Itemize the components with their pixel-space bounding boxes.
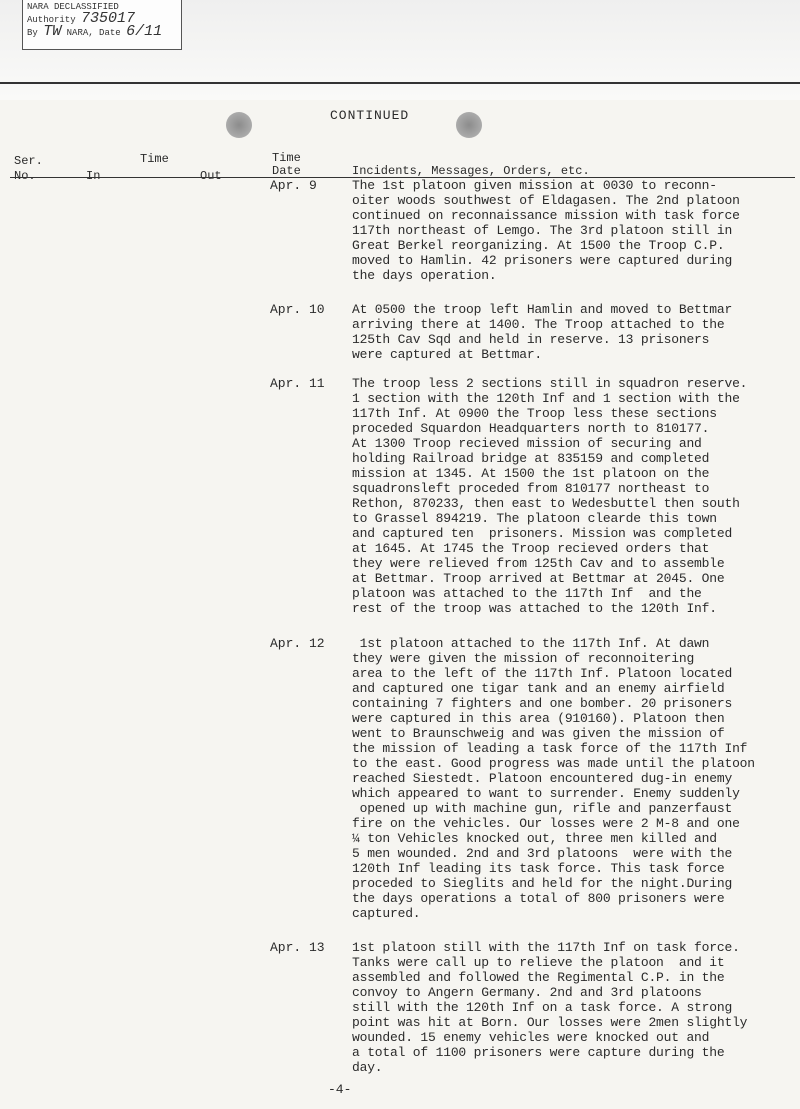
stamp-by [27, 23, 177, 40]
header-in: In [86, 169, 101, 183]
declassification-stamp [22, 0, 182, 50]
entry-date: Apr. 10 [270, 302, 325, 317]
entry-date: Apr. 12 [270, 636, 325, 651]
page-number: -4- [328, 1082, 352, 1097]
header-out: Out [200, 169, 222, 183]
stamp-by-label: By [27, 28, 38, 38]
entry-text: At 0500 the troop left Hamlin and moved to Bettmar arriving there at 1400. The Troop attached to the 125th Cav Sqd and held in reserve. 13 prisoners were captured at Bettmar. [352, 302, 733, 362]
header-ser: Ser. [14, 154, 43, 168]
stamp-date-value: 6/11 [126, 23, 163, 40]
punch-hole-left [226, 112, 252, 138]
entry-text: 1st platoon attached to the 117th Inf. At dawn they were given the mission of reconnoitering area to the left of the 117th Inf. Platoon located and captured one tigar tank and an enemy airfield containing 7 fighters and one bomber. 20 prisoners were captured in this area (910160). Platoon then went to Braunschweig and was given the mission of the mission of leading a task force of the 117th Inf to the east. Good progress was made until the platoon reached Siestedt. Platoon encountered dug-in enemy which appeared to want to surrender. Enemy suddenly opened up with machine gun, rifle and panzerfaust fire on the vehicles. Our losses were 2 M-8 and one ¼ ton Vehicles knocked out, three men killed and 5 men wounded. 2nd and 3rd platoons were with the 120th Inf leading its task force. This task force proceded to Sieglits and held for the night.During the days operations a total of 800 prisoners were captured. [352, 636, 755, 921]
stamp-by-value: TW [43, 23, 62, 40]
stamp-title: NARA DECLASSIFIED [27, 2, 119, 12]
header-time-date-2: Date [272, 164, 301, 178]
stamp-authority-value: 735017 [81, 10, 136, 27]
entry-text: 1st platoon still with the 117th Inf on task force. Tanks were call up to relieve the platoon and it assembled and followed the Regimental C.P. in the convoy to Angern Germany. 2nd and 3rd platoons still with the 120th Inf on a task force. A strong point was hit at Born. Our losses were 2men slightly wounded. 15 enemy vehicles were knocked out and a total of 1100 prisoners were capture during the day. [352, 940, 748, 1075]
stamp-nara-label: NARA, Date [66, 28, 121, 38]
header-incidents: Incidents, Messages, Orders, etc. [352, 164, 590, 178]
entry-date: Apr. 13 [270, 940, 325, 955]
stamp-authority-label: Authority [27, 15, 76, 25]
entry-date: Apr. 9 [270, 178, 317, 193]
punch-hole-right [456, 112, 482, 138]
header-no: No. [14, 169, 36, 183]
header-time: Time [140, 152, 169, 166]
header-time-date-1: Time [272, 151, 301, 165]
top-rule [0, 82, 800, 84]
entry-date: Apr. 11 [270, 376, 325, 391]
entry-text: The troop less 2 sections still in squadron reserve. 1 section with the 120th Inf and 1 section with the 117th Inf. At 0900 the Troop less these sections proceded Squardon Headquarters north to 810177. At 1300 Troop recieved mission of securing and holding Railroad bridge at 835159 and completed mission at 1345. At 1500 the 1st platoon on the squadronsleft proceded from 810177 northeast to Rethon, 870233, then east to Wedesbuttel then south to Grassel 894219. The platoon clearde this town and captured ten prisoners. Mission was completed at 1645. At 1745 the Troop recieved orders that they were relieved from 125th Cav and to assemble at Bettmar. Troop arrived at Bettmar at 2045. One platoon was attached to the 117th Inf and the rest of the troop was attached to the 120th Inf. [352, 376, 748, 616]
continued-heading: CONTINUED [330, 108, 410, 123]
entry-text: The 1st platoon given mission at 0030 to reconn- oiter woods southwest of Eldagasen. The 2nd platoon continued on reconnaissance mission with task force 117th northeast of Lemgo. The 3rd platoon still in Great Berkel reorganizing. At 1500 the Troop C.P. moved to Hamlin. 42 prisoners were captured during the days operation. [352, 178, 740, 283]
